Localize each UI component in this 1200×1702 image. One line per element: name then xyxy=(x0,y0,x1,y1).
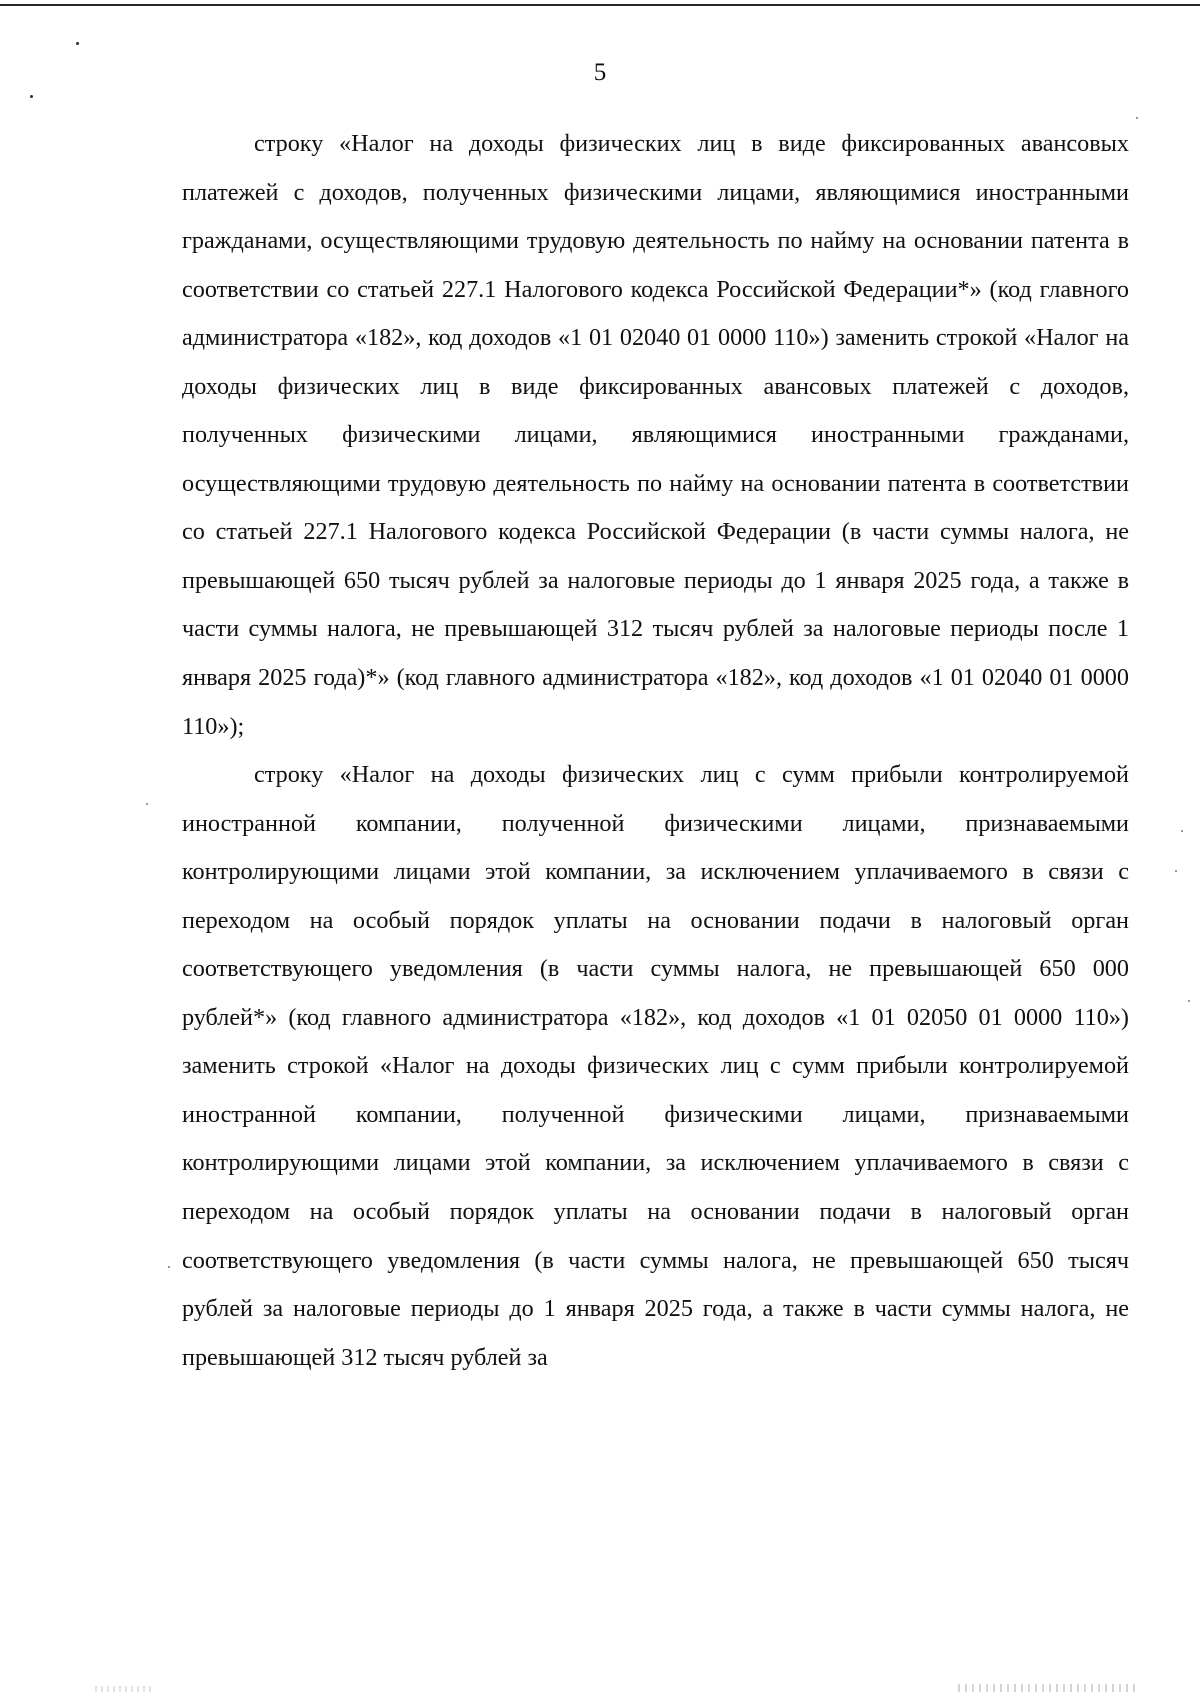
scan-speck xyxy=(168,1266,170,1268)
page-number: 5 xyxy=(593,59,607,86)
paragraph-replace-patent-tax-line: строку «Налог на доходы физических лиц в виде фиксированных авансовых платежей с доходов, полученных физическими лицами, являющимися иностранными гражданами, осуществляющими трудовую деятельность по найму на основании патента в соответствии со статьей 227.1 Налогового кодекса Российской Федерации*» (код главного администратора «182», код доходов «1 01 02040 01 0000 110») заменить строкой «Налог на доходы физических лиц в виде фиксированных авансовых платежей с доходов, полученных физическими лицами, являющимися иностранными гражданами, осуществляющими трудовую деятельность по найму на основании патента в соответствии со статьей 227.1 Налогового кодекса Российской Федерации (в части суммы налога, не превышающей 650 тысяч рублей за налоговые периоды до 1 января 2025 года, а также в части суммы налога, не превышающей 312 тысяч рублей за налоговые периоды после 1 января 2025 года)*» (код главного администратора «182», код доходов «1 01 02040 01 0000 110»); xyxy=(182,130,1129,740)
scan-noise xyxy=(958,1684,1138,1692)
scan-speck xyxy=(1188,1000,1190,1002)
scan-speck xyxy=(146,803,148,805)
page-top-border xyxy=(0,4,1200,6)
scan-speck xyxy=(30,95,33,98)
scan-speck xyxy=(1175,870,1177,872)
scan-noise xyxy=(95,1686,155,1692)
paragraph-replace-cfc-profit-tax-line: строку «Налог на доходы физических лиц с сумм прибыли контролируемой иностранной компании, полученной физическими лицами, признаваемыми контролирующими лицами этой компании, за исключением уплачиваемого в связи с переходом на особый порядок уплаты на основании подачи в налоговый орган соответствующего уведомления (в части суммы налога, не превышающей 650 000 рублей*» (код главного администратора «182», код доходов «1 01 02050 01 0000 110») заменить строкой «Налог на доходы физических лиц с сумм прибыли контролируемой иностранной компании, полученной физическими лицами, признаваемыми контролирующими лицами этой компании, за исключением уплачиваемого в связи с переходом на особый порядок уплаты на основании подачи в налоговый орган соответствующего уведомления (в части суммы налога, не превышающей 650 тысяч рублей за налоговые периоды до 1 января 2025 года, а также в части суммы налога, не превышающей 312 тысяч рублей за xyxy=(182,761,1129,1371)
document-body xyxy=(182,120,1129,1382)
scan-speck xyxy=(76,42,79,45)
scan-speck xyxy=(1181,830,1183,832)
scan-speck xyxy=(1136,117,1138,119)
